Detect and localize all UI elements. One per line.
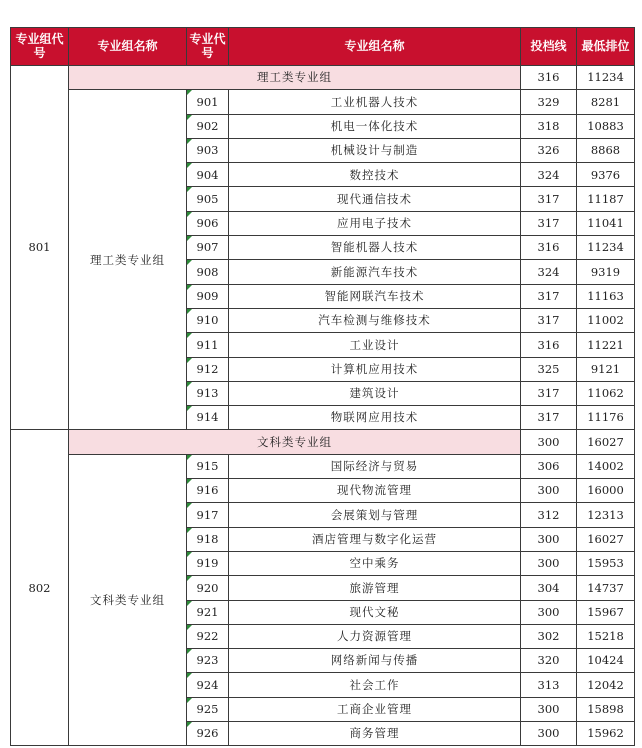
major-rank: 14737	[577, 576, 635, 600]
major-rank: 14002	[577, 454, 635, 478]
major-rank: 15218	[577, 624, 635, 648]
major-name: 商务管理	[229, 722, 521, 746]
group-code: 801	[11, 66, 69, 430]
major-rank: 16000	[577, 479, 635, 503]
major-score: 317	[521, 381, 577, 405]
major-name: 酒店管理与数字化运营	[229, 527, 521, 551]
header-group-code: 专业组代号	[11, 28, 69, 66]
group-summary-row	[11, 66, 635, 90]
major-rank: 16027	[577, 527, 635, 551]
major-score: 300	[521, 722, 577, 746]
major-rank: 11163	[577, 284, 635, 308]
major-score: 317	[521, 211, 577, 235]
major-score: 329	[521, 90, 577, 114]
group-summary-rank: 11234	[577, 66, 635, 90]
major-name: 智能网联汽车技术	[229, 284, 521, 308]
major-name: 会展策划与管理	[229, 503, 521, 527]
major-name: 工业机器人技术	[229, 90, 521, 114]
major-code: 910	[187, 308, 229, 332]
major-code: 911	[187, 333, 229, 357]
major-rank: 12313	[577, 503, 635, 527]
header-row	[11, 28, 635, 66]
major-code: 919	[187, 551, 229, 575]
group-summary-label: 文科类专业组	[69, 430, 521, 454]
major-rank: 11221	[577, 333, 635, 357]
major-score: 300	[521, 600, 577, 624]
major-code: 924	[187, 673, 229, 697]
major-rank: 15953	[577, 551, 635, 575]
group-summary-row	[11, 430, 635, 454]
major-score: 317	[521, 187, 577, 211]
major-score: 317	[521, 284, 577, 308]
major-score: 300	[521, 527, 577, 551]
major-code: 915	[187, 454, 229, 478]
major-rank: 11234	[577, 236, 635, 260]
major-code: 925	[187, 697, 229, 721]
major-code: 902	[187, 114, 229, 138]
group-summary-score: 300	[521, 430, 577, 454]
major-name: 数控技术	[229, 163, 521, 187]
major-rank: 9376	[577, 163, 635, 187]
major-code: 912	[187, 357, 229, 381]
major-score: 317	[521, 406, 577, 430]
major-code: 926	[187, 722, 229, 746]
major-rank: 10424	[577, 649, 635, 673]
major-name: 现代通信技术	[229, 187, 521, 211]
major-code: 908	[187, 260, 229, 284]
major-name: 汽车检测与维修技术	[229, 308, 521, 332]
major-score: 316	[521, 333, 577, 357]
major-code: 903	[187, 138, 229, 162]
major-rank: 11062	[577, 381, 635, 405]
group-summary-label: 理工类专业组	[69, 66, 521, 90]
major-name: 建筑设计	[229, 381, 521, 405]
major-score: 324	[521, 163, 577, 187]
major-name: 现代物流管理	[229, 479, 521, 503]
major-score: 312	[521, 503, 577, 527]
major-rank: 8868	[577, 138, 635, 162]
group-name: 理工类专业组	[69, 90, 187, 430]
major-score: 325	[521, 357, 577, 381]
major-rank: 11002	[577, 308, 635, 332]
major-score: 304	[521, 576, 577, 600]
major-name: 机电一体化技术	[229, 114, 521, 138]
major-rank: 12042	[577, 673, 635, 697]
group-summary-rank: 16027	[577, 430, 635, 454]
header-major-code: 专业代号	[187, 28, 229, 66]
major-name: 机械设计与制造	[229, 138, 521, 162]
major-score: 316	[521, 236, 577, 260]
major-name: 物联网应用技术	[229, 406, 521, 430]
header-score-line: 投档线	[521, 28, 577, 66]
major-score: 306	[521, 454, 577, 478]
major-rank: 10883	[577, 114, 635, 138]
major-code: 901	[187, 90, 229, 114]
header-group-name: 专业组名称	[69, 28, 187, 66]
major-score: 300	[521, 479, 577, 503]
major-score: 326	[521, 138, 577, 162]
major-code: 909	[187, 284, 229, 308]
major-code: 905	[187, 187, 229, 211]
major-code: 906	[187, 211, 229, 235]
major-name: 网络新闻与传播	[229, 649, 521, 673]
major-score: 320	[521, 649, 577, 673]
major-score: 300	[521, 551, 577, 575]
major-name: 工业设计	[229, 333, 521, 357]
major-name: 智能机器人技术	[229, 236, 521, 260]
major-name: 空中乘务	[229, 551, 521, 575]
major-code: 923	[187, 649, 229, 673]
major-code: 914	[187, 406, 229, 430]
major-code: 907	[187, 236, 229, 260]
major-rank: 9319	[577, 260, 635, 284]
table-row	[11, 90, 635, 114]
major-code: 920	[187, 576, 229, 600]
major-score: 302	[521, 624, 577, 648]
major-code: 916	[187, 479, 229, 503]
major-score: 317	[521, 308, 577, 332]
major-name: 国际经济与贸易	[229, 454, 521, 478]
major-score: 318	[521, 114, 577, 138]
major-rank: 15967	[577, 600, 635, 624]
major-code: 904	[187, 163, 229, 187]
major-rank: 9121	[577, 357, 635, 381]
major-name: 应用电子技术	[229, 211, 521, 235]
major-score: 300	[521, 697, 577, 721]
group-summary-score: 316	[521, 66, 577, 90]
major-name: 工商企业管理	[229, 697, 521, 721]
major-rank: 11176	[577, 406, 635, 430]
major-code: 921	[187, 600, 229, 624]
admission-table	[10, 27, 635, 746]
group-code: 802	[11, 430, 69, 746]
major-score: 324	[521, 260, 577, 284]
header-min-rank: 最低排位	[577, 28, 635, 66]
major-rank: 15962	[577, 722, 635, 746]
group-name: 文科类专业组	[69, 454, 187, 746]
major-name: 社会工作	[229, 673, 521, 697]
major-code: 918	[187, 527, 229, 551]
major-name: 计算机应用技术	[229, 357, 521, 381]
major-name: 旅游管理	[229, 576, 521, 600]
table-body	[11, 66, 635, 746]
major-name: 现代文秘	[229, 600, 521, 624]
major-name: 新能源汽车技术	[229, 260, 521, 284]
header-major-group-name: 专业组名称	[229, 28, 521, 66]
major-rank: 11187	[577, 187, 635, 211]
table-row	[11, 454, 635, 478]
major-rank: 8281	[577, 90, 635, 114]
major-code: 917	[187, 503, 229, 527]
major-score: 313	[521, 673, 577, 697]
major-name: 人力资源管理	[229, 624, 521, 648]
major-code: 913	[187, 381, 229, 405]
major-code: 922	[187, 624, 229, 648]
major-rank: 11041	[577, 211, 635, 235]
major-rank: 15898	[577, 697, 635, 721]
